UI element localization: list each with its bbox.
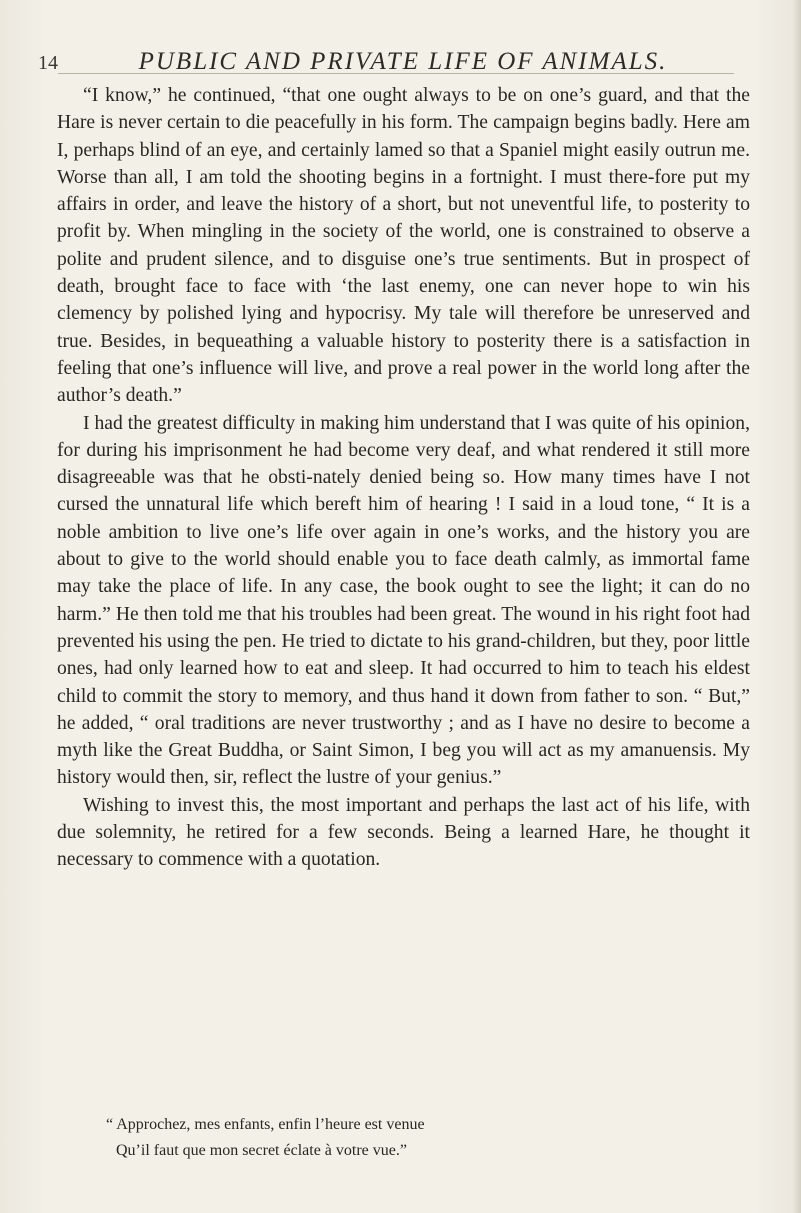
page-edge-shadow [793, 0, 801, 1213]
quotation-line: “ Approchez, mes enfants, enfin l’heure est venue [106, 1116, 425, 1133]
french-quotation [58, 1112, 751, 1164]
paragraph: Wishing to invest this, the most important and perhaps the last act of his life, with due solemnity, he retired for a few seconds. Being a learned Hare, he thought it necessary to commence with a quotation. [57, 794, 750, 871]
body-text [57, 82, 750, 874]
paragraph: I had the greatest difficulty in making him understand that I was quite of his opinion, for during his imprisonment he had become very deaf, and what rendered it still more disagreeable was that he obsti-nately denied being so. How many times have I not cursed the unnatural life which bereft him of hearing ! I said in a loud tone, “ It is a noble ambition to live one’s life over again in one’s works, and the history you are about to give to the world should enable you to face death calmly, as immortal fame may take the place of life. In any case, the book ought to see the light; it can do no harm.” He then told me that his troubles had been great. The wound in his right foot had prevented his using the pen. He tried to dictate to his grand-children, but they, poor little ones, had only learned how to eat and sleep. It had occurred to him to teach his eldest child to commit the story to memory, and thus hand it down from father to son. “ But,” he added, “ oral traditions are never trustworthy ; and as I have no desire to become a myth like the Great Buddha, or Saint Simon, I beg you will act as my amanuensis. My history would then, sir, reflect the lustre of your genius.” [57, 412, 750, 789]
header-rule [58, 73, 734, 74]
paragraph: “I know,” he continued, “that one ought always to be on one’s guard, and that the Hare is never certain to die peacefully in his form. The campaign begins badly. Here am I, perhaps blind of an eye, and certainly lamed so that a Spaniel might easily outrun me. Worse than all, I am told the shooting begins in a fortnight. I must there-fore put my affairs in order, and leave the history of a short, but not uneventful life, to posterity to profit by. When mingling in the society of the world, one is constrained to observe a polite and prudent silence, and to disguise one’s true sentiments. But in prospect of death, brought face to face with ‘the last enemy, one can never hope to win his clemency by polished lying and hypocrisy. My tale will therefore be unreserved and true. Besides, in bequeathing a valuable history to posterity there is a satisfaction in feeling that one’s influence will live, and prove a real power in the world long after the author’s death.” [57, 85, 750, 407]
quotation-line: Qu’il faut que mon secret éclate à votre vue.” [116, 1142, 407, 1159]
page-number: 14 [38, 52, 58, 74]
running-head: PUBLIC AND PRIVATE LIFE OF ANIMALS. [138, 48, 668, 75]
page-header [38, 40, 768, 76]
